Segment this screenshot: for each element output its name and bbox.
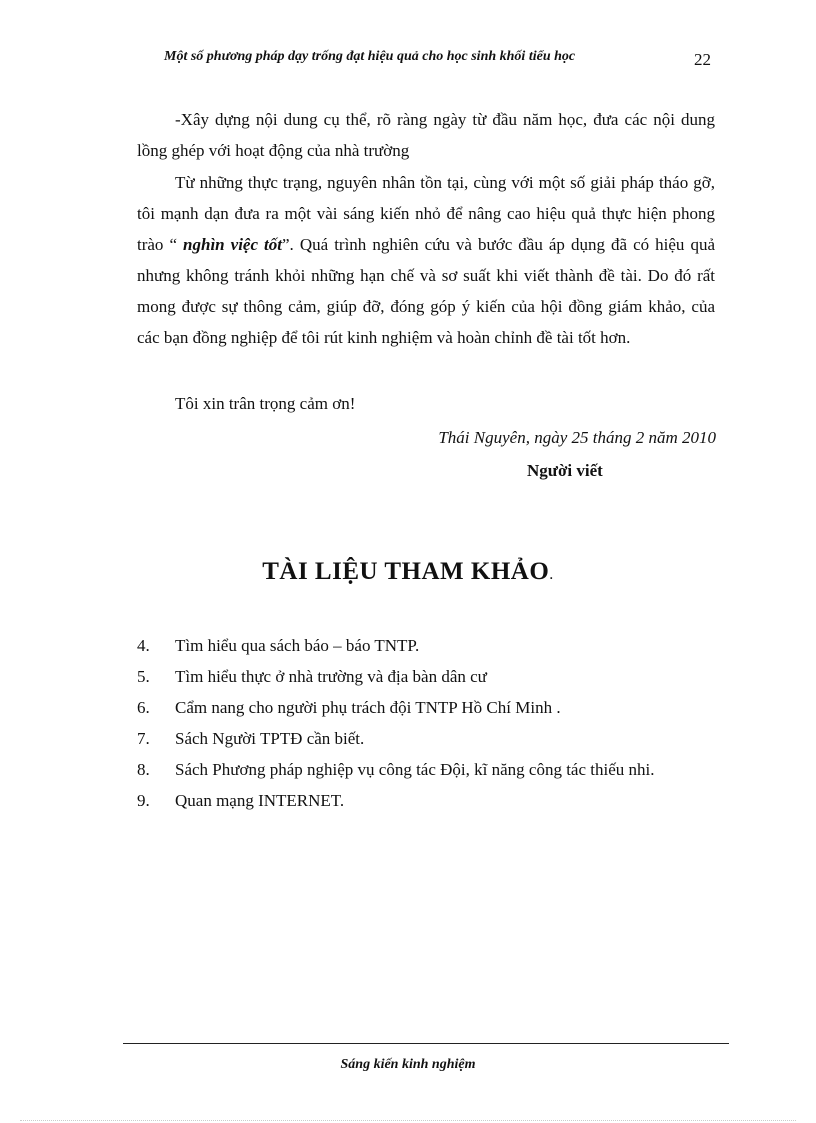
page-number: 22 xyxy=(694,50,711,69)
movement-name-emphasis: nghìn việc tốt xyxy=(183,235,283,254)
list-item-number: 4. xyxy=(137,636,150,655)
paragraph-conclusion-end: ”. Quá trình nghiên cứu và bước đầu áp dụng đã có hiệu quả nhưng không tránh khỏi những hạn chế và sơ suất khi viết thành đề tài. Do đó rất mong được sự thông cảm, giúp đỡ, đóng góp ý kiến của hội đồng giám khảo, của các bạn đồng nghiệp để tôi rút kinh nghiệm và hoàn chỉnh đề tài tốt hơn. xyxy=(137,235,715,347)
place-date: Thái Nguyên, ngày 25 tháng 2 năm 2010 xyxy=(438,428,716,447)
page-bottom-border xyxy=(20,1120,796,1121)
list-item-number: 5. xyxy=(137,667,150,686)
thanks-line: Tôi xin trân trọng cảm ơn! xyxy=(175,394,356,413)
footer-divider xyxy=(123,1043,729,1044)
list-item-number: 8. xyxy=(137,760,150,779)
list-item-text: Tìm hiểu thực ở nhà trường và địa bàn dân cư xyxy=(175,667,487,686)
list-item-number: 9. xyxy=(137,791,150,810)
list-item-text: Cẩm nang cho người phụ trách đội TNTP Hồ Chí Minh . xyxy=(175,698,561,717)
list-item-number: 7. xyxy=(137,729,150,748)
references-heading xyxy=(0,558,816,586)
list-item xyxy=(137,630,697,661)
list-item xyxy=(137,692,697,723)
list-item-text: Tìm hiểu qua sách báo – báo TNTP. xyxy=(175,636,420,655)
list-item xyxy=(137,661,697,692)
list-item-text: Sách Người TPTĐ cần biết. xyxy=(175,729,365,748)
signer-label: Người viết xyxy=(527,461,603,480)
references-title: TÀI LIỆU THAM KHẢO xyxy=(262,558,550,585)
references-list xyxy=(137,630,697,816)
references-title-suffix: . xyxy=(549,566,554,583)
list-item xyxy=(137,754,697,785)
page-header-title: Một số phương pháp dạy trống đạt hiệu quả cho học sinh khối tiểu học xyxy=(164,49,576,64)
paragraph-conclusion-start: Từ những thực trạng, nguyên nhân tồn tại, cùng với một số giải pháp tháo gỡ, tôi mạnh dạn đưa ra một vài sáng kiến nhỏ để nâng cao hiệu quả thực hiện phong trào “ xyxy=(137,173,715,254)
list-item xyxy=(137,785,697,816)
list-item-number: 6. xyxy=(137,698,150,717)
paragraph-content-plan: -Xây dựng nội dung cụ thể, rõ ràng ngày từ đầu năm học, đưa các nội dung lồng ghép với hoạt động của nhà trường xyxy=(137,110,715,160)
list-item xyxy=(137,723,697,754)
list-item-text: Quan mạng INTERNET. xyxy=(175,791,345,810)
footer-text: Sáng kiến kinh nghiệm xyxy=(340,1057,476,1072)
list-item-text: Sách Phương pháp nghiệp vụ công tác Đội, kĩ năng công tác thiếu nhi. xyxy=(175,760,655,779)
paragraph-conclusion xyxy=(137,167,715,353)
